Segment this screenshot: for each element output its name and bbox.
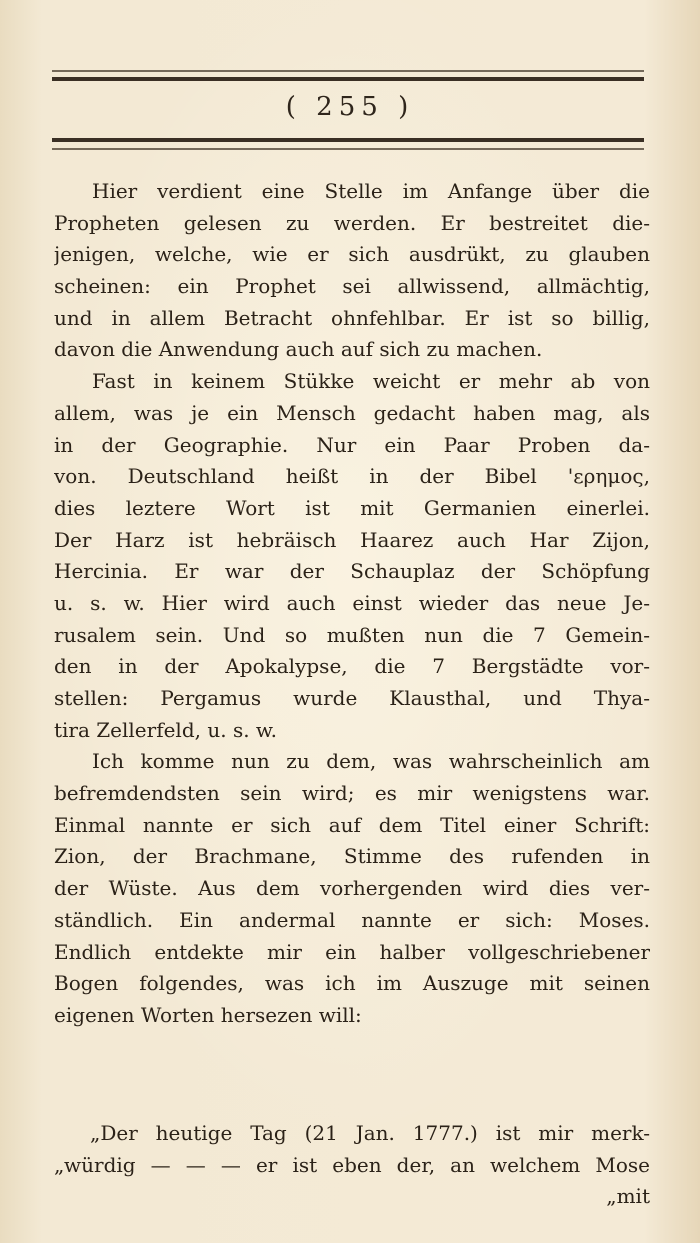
text-line: u. s. w. Hier wird auch einst wieder das neue Je- bbox=[54, 590, 650, 615]
text-line: der Wüste. Aus dem vorhergenden wird dies ver- bbox=[54, 876, 650, 901]
text-line: befremdendsten sein wird; es mir wenigstens war. bbox=[54, 781, 650, 806]
quote-line: „Der heutige Tag (21 Jan. 1777.) ist mir merk- bbox=[90, 1121, 650, 1145]
text-line: davon die Anwendung auch auf sich zu machen. bbox=[54, 337, 543, 362]
text-line: Hier verdient eine Stelle im Anfange über die bbox=[92, 179, 650, 203]
text-line: Endlich entdekte mir ein halber vollgeschriebener bbox=[54, 939, 650, 964]
text-line: tira Zellerfeld, u. s. w. bbox=[54, 717, 278, 742]
text-line: den in der Apokalypse, die 7 Bergstädte vor- bbox=[54, 654, 650, 679]
text-line: in der Geographie. Nur ein Paar Proben da- bbox=[54, 432, 650, 457]
quote-line: „würdig — — — er ist eben der, an welchem Mose bbox=[54, 1152, 650, 1177]
header-rule-thin bbox=[52, 70, 644, 72]
text-line: Fast in keinem Stükke weicht er mehr ab von bbox=[92, 369, 650, 394]
text-line: ständlich. Ein andermal nannte er sich: Moses. bbox=[54, 907, 650, 932]
text-line: allem, was je ein Mensch gedacht haben mag, als bbox=[54, 400, 650, 425]
text-line: eigenen Worten hersezen will: bbox=[54, 1002, 362, 1027]
header-separator-thin bbox=[52, 148, 644, 150]
quote-line: „mit bbox=[606, 1184, 650, 1209]
text-line: Propheten gelesen zu werden. Er bestreitet die- bbox=[54, 210, 650, 235]
text-line: rusalem sein. Und so mußten nun die 7 Gemein- bbox=[54, 622, 650, 647]
text-line: Hercinia. Er war der Schauplaz der Schöpfung bbox=[54, 559, 650, 584]
text-line: dies leztere Wort ist mit Germanien einerlei. bbox=[54, 495, 650, 520]
text-line: Der Harz ist hebräisch Haarez auch Har Zijon, bbox=[54, 527, 650, 552]
text-line: Bogen folgendes, was ich im Auszuge mit seinen bbox=[54, 971, 650, 996]
text-line: stellen: Pergamus wurde Klausthal, und Thya- bbox=[54, 686, 650, 710]
header-separator-thick bbox=[52, 138, 644, 142]
text-line: Einmal nannte er sich auf dem Titel einer Schrift: bbox=[54, 812, 650, 837]
text-line: von. Deutschland heißt in der Bibel 'ερημος, bbox=[54, 464, 650, 489]
text-line: Ich komme nun zu dem, was wahrscheinlich am bbox=[92, 749, 650, 774]
quotation bbox=[54, 1118, 650, 1213]
body-text bbox=[54, 176, 650, 1032]
text-line: Zion, der Brachmane, Stimme des rufenden in bbox=[54, 844, 650, 869]
text-line: jenigen, welche, wie er sich ausdrükt, zu glauben bbox=[54, 242, 650, 267]
header-rule-thick bbox=[52, 77, 644, 81]
text-line: scheinen: ein Prophet sei allwissend, allmächtig, bbox=[54, 274, 650, 299]
text-line: und in allem Betracht ohnfehlbar. Er ist so billig, bbox=[54, 305, 650, 330]
page-number: ( 255 ) bbox=[285, 92, 415, 122]
